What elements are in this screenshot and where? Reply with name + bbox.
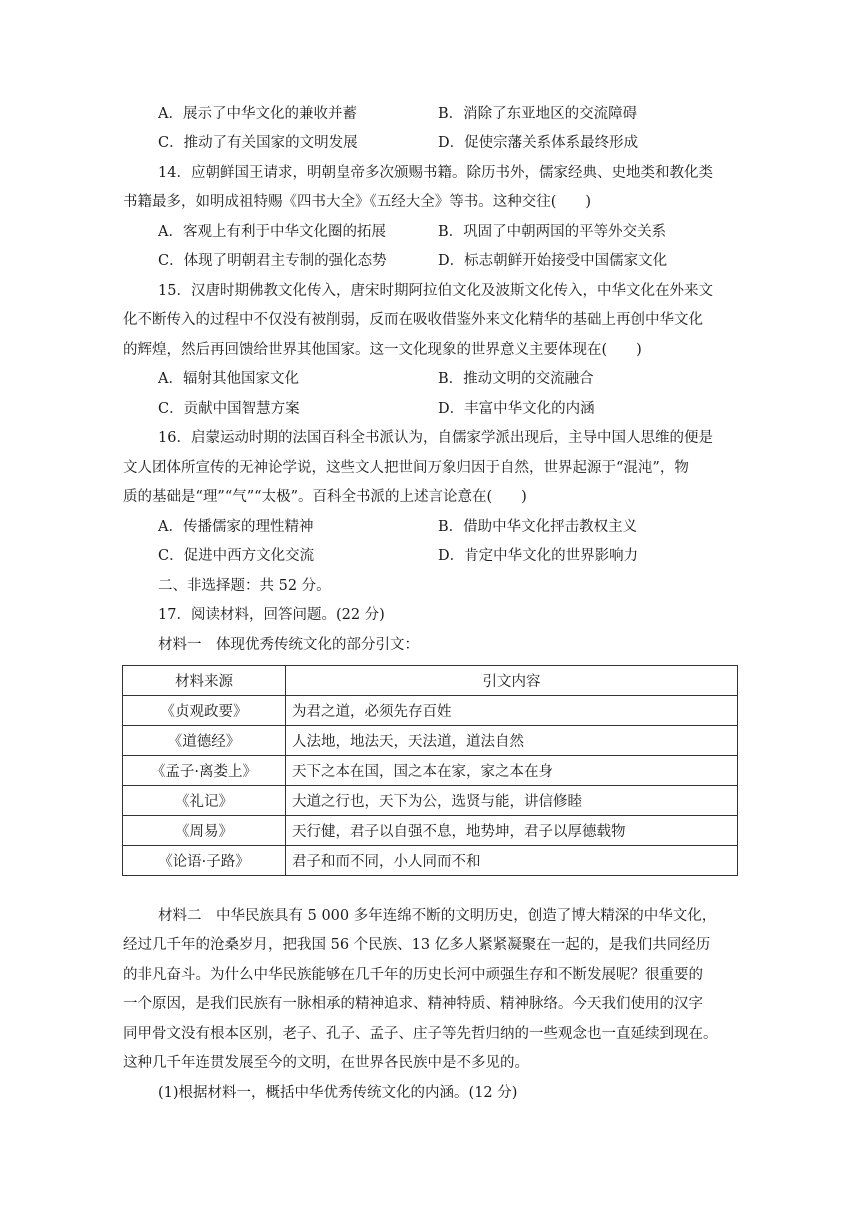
q14-option-c: C．体现了明朝君主专制的强化态势	[158, 253, 387, 269]
q15-stem-line-2: 化不断传入的过程中不仅没有被削弱，反而在吸收借鉴外来文化精华的基础上再创中华文化	[123, 312, 703, 328]
material2-line-4: 一个原因，是我们民族有一脉相承的精神追求、精神特质、精神脉络。今天我们使用的汉字	[123, 996, 703, 1012]
table-row	[123, 816, 738, 846]
q16-option-d: D．肯定中华文化的世界影响力	[438, 548, 639, 564]
table-cell-content: 大道之行也，天下为公，选贤与能，讲信修睦	[286, 786, 738, 816]
table-cell-source: 《周易》	[123, 816, 286, 846]
table-cell-source: 《礼记》	[123, 786, 286, 816]
material2-line-3: 的非凡奋斗。为什么中华民族能够在几千年的历史长河中顽强生存和不断发展呢？很重要的	[123, 967, 703, 983]
section-heading: 二、非选择题：共 52 分。	[158, 578, 331, 594]
q16-stem-line-3: 质的基础是“理”“气”“太极”。百科全书派的上述言论意在( )	[123, 489, 527, 505]
q13-option-a: A．展示了中华文化的兼收并蓄	[158, 106, 357, 122]
material2-line-1: 材料二 中华民族具有 5 000 多年连绵不断的文明历史，创造了博大精深的中华文化，	[158, 908, 717, 924]
q15-stem-line-3: 的辉煌，然后再回馈给世界其他国家。这一文化现象的世界意义主要体现在( )	[123, 342, 642, 358]
q17-sub-question-1: (1)根据材料一，概括中华优秀传统文化的内涵。(12 分)	[158, 1085, 518, 1101]
table-header-content: 引文内容	[286, 666, 738, 696]
citation-table	[122, 665, 738, 876]
q16-stem-line-2: 文人团体所宣传的无神论学说，这些文人把世间万象归因于自然，世界起源于“混沌”，物	[123, 460, 689, 476]
q15-stem-line-1: 15．汉唐时期佛教文化传入，唐宋时期阿拉伯文化及波斯文化传入，中华文化在外来文	[158, 283, 713, 299]
q16-option-b: B．借助中华文化抨击教权主义	[438, 519, 638, 535]
table-cell-content: 天下之本在国，国之本在家，家之本在身	[286, 756, 738, 786]
table-row	[123, 846, 738, 876]
q15-option-b: B．推动文明的交流融合	[438, 371, 594, 387]
table-cell-source: 《论语·子路》	[123, 846, 286, 876]
table-header-source: 材料来源	[123, 666, 286, 696]
table-cell-content: 天行健，君子以自强不息，地势坤，君子以厚德载物	[286, 816, 738, 846]
material2-line-5: 同甲骨文没有根本区别，老子、孔子、孟子、庄子等先哲归纳的一些观念也一直延续到现在。	[123, 1026, 718, 1042]
table-cell-source: 《道德经》	[123, 726, 286, 756]
q14-option-d: D．标志朝鲜开始接受中国儒家文化	[438, 253, 668, 269]
q16-option-c: C．促进中西方文化交流	[158, 548, 315, 564]
q14-stem-line-2: 书籍最多，如明成祖特赐《四书大全》《五经大全》等书。这种交往( )	[123, 194, 592, 210]
table-cell-source: 《孟子·离娄上》	[123, 756, 286, 786]
material2-line-2: 经过几千年的沧桑岁月，把我国 56 个民族、13 亿多人紧紧凝聚在一起的，是我们共同经历	[123, 937, 711, 953]
material2-line-6: 这种几千年连贯发展至今的文明，在世界各民族中是不多见的。	[123, 1055, 529, 1071]
q15-option-d: D．丰富中华文化的内涵	[438, 401, 595, 417]
table-row	[123, 786, 738, 816]
q14-stem-line-1: 14．应朝鲜国王请求，明朝皇帝多次颁赐书籍。除历书外，儒家经典、史地类和教化类	[158, 165, 713, 181]
q15-option-c: C．贡献中国智慧方案	[158, 401, 300, 417]
q17-title: 17．阅读材料，回答问题。(22 分)	[158, 607, 385, 623]
q16-stem-line-1: 16．启蒙运动时期的法国百科全书派认为，自儒家学派出现后，主导中国人思维的便是	[158, 430, 713, 446]
q14-option-a: A．客观上有利于中华文化圈的拓展	[158, 224, 386, 240]
table-cell-content: 为君之道，必须先存百姓	[286, 696, 738, 726]
q13-option-b: B．消除了东亚地区的交流障碍	[438, 106, 638, 122]
table-row	[123, 726, 738, 756]
table-row	[123, 696, 738, 726]
q13-option-d: D．促使宗藩关系体系最终形成	[438, 135, 639, 151]
table-cell-content: 君子和而不同，小人同而不和	[286, 846, 738, 876]
material1-title: 材料一 体现优秀传统文化的部分引文：	[158, 637, 419, 653]
table-row	[123, 756, 738, 786]
table-cell-content: 人法地，地法天，天法道，道法自然	[286, 726, 738, 756]
q13-option-c: C．推动了有关国家的文明发展	[158, 135, 358, 151]
table-header-row	[123, 666, 738, 696]
q14-option-b: B．巩固了中朝两国的平等外交关系	[438, 224, 667, 240]
q16-option-a: A．传播儒家的理性精神	[158, 519, 314, 535]
table-cell-source: 《贞观政要》	[123, 696, 286, 726]
q15-option-a: A．辐射其他国家文化	[158, 371, 299, 387]
